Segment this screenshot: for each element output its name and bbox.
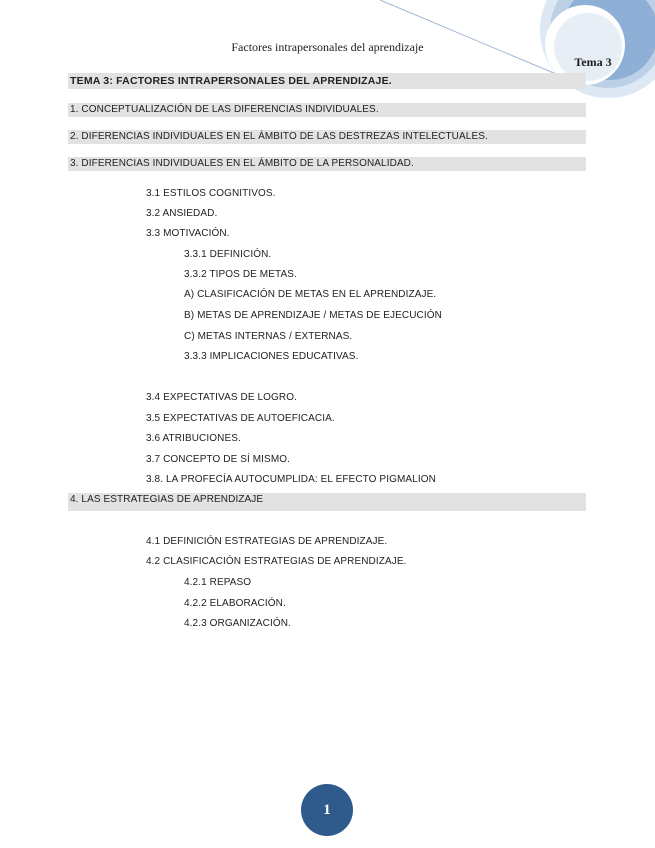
toc-item-3-3-1: 3.3.1 DEFINICIÓN. xyxy=(184,249,272,260)
toc-item-3-4: 3.4 EXPECTATIVAS DE LOGRO. xyxy=(146,392,297,403)
toc-item-3-3-3: 3.3.3 IMPLICACIONES EDUCATIVAS. xyxy=(184,351,359,362)
toc-item-3-8: 3.8. LA PROFECÍA AUTOCUMPLIDA: EL EFECTO PIGMALION xyxy=(146,474,436,485)
toc-item-3-7: 3.7 CONCEPTO DE SÍ MISMO. xyxy=(146,454,291,465)
toc-item-3-6: 3.6 ATRIBUCIONES. xyxy=(146,433,241,444)
toc-item-4-2: 4.2 CLASIFICACIÓN ESTRATEGIAS DE APRENDIZAJE. xyxy=(146,556,407,567)
toc-item-3-3: 3.3 MOTIVACIÓN. xyxy=(146,228,230,239)
toc-item-3-3-2-c: C) METAS INTERNAS / EXTERNAS. xyxy=(184,331,353,342)
section-3-heading: 3. DIFERENCIAS INDIVIDUALES EN EL ÁMBITO DE LA PERSONALIDAD. xyxy=(68,157,586,171)
toc-item-4-1: 4.1 DEFINICIÓN ESTRATEGIAS DE APRENDIZAJE. xyxy=(146,536,388,547)
toc-item-3-5: 3.5 EXPECTATIVAS DE AUTOEFICACIA. xyxy=(146,413,335,424)
toc-item-4-2-2: 4.2.2 ELABORACIÓN. xyxy=(184,598,286,609)
document-title: TEMA 3: FACTORES INTRAPERSONALES DEL APRENDIZAJE. xyxy=(68,73,586,89)
section-4-heading: 4. LAS ESTRATEGIAS DE APRENDIZAJE xyxy=(68,493,586,511)
toc-item-3-2: 3.2 ANSIEDAD. xyxy=(146,208,218,219)
toc-item-4-2-3: 4.2.3 ORGANIZACIÓN. xyxy=(184,618,291,629)
section-1-heading: 1. CONCEPTUALIZACIÓN DE LAS DIFERENCIAS INDIVIDUALES. xyxy=(68,103,586,117)
header-title: Factores intrapersonales del aprendizaje xyxy=(231,40,424,54)
toc-item-4-2-1: 4.2.1 REPASO xyxy=(184,577,252,588)
toc-item-3-3-2-a: A) CLASIFICACIÓN DE METAS EN EL APRENDIZAJE. xyxy=(184,289,437,300)
toc-item-3-1: 3.1 ESTILOS COGNITIVOS. xyxy=(146,188,276,199)
page-number-badge: 1 xyxy=(301,784,353,836)
section-2-heading: 2. DIFERENCIAS INDIVIDUALES EN EL ÁMBITO DE LAS DESTREZAS INTELECTUALES. xyxy=(68,130,586,144)
toc-item-3-3-2-b: B) METAS DE APRENDIZAJE / METAS DE EJECUCIÓN xyxy=(184,310,442,321)
tema-label: Tema 3 xyxy=(574,55,612,69)
toc-item-3-3-2: 3.3.2 TIPOS DE METAS. xyxy=(184,269,297,280)
